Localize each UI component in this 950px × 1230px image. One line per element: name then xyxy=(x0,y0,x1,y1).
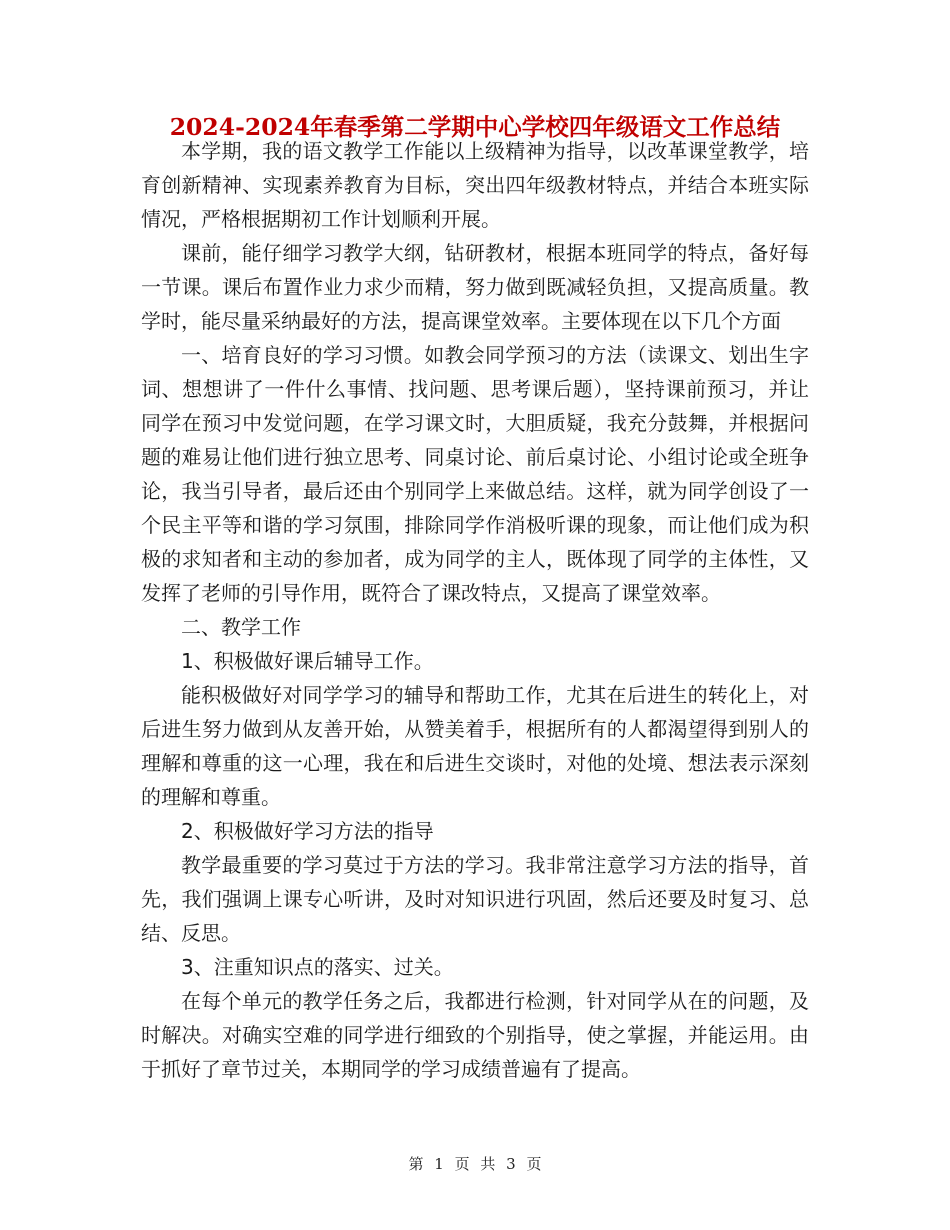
paragraph: 一、培育良好的学习习惯。如教会同学预习的方法（读课文、划出生字词、想想讲了一件什么事情、找问题、思考课后题），坚持课前预习，并让同学在预习中发觉问题，在学习课文时，大胆质疑，我充分鼓舞，并根据问题的难易让他们进行独立思考、同桌讨论、前后桌讨论、小组讨论或全班争论，我当引导者，最后还由个别同学上来做总结。这样，就为同学创设了一个民主平等和谐的学习氛围，排除同学作消极听课的现象，而让他们成为积极的求知者和主动的参加者，成为同学的主人，既体现了同学的主体性，又发挥了老师的引导作用，既符合了课改特点，又提高了课堂效率。 xyxy=(141,343,809,605)
document-title: 2024-2024年春季第二学期中心学校四年级语文工作总结 xyxy=(169,113,781,141)
subsection-heading: 1、积极做好课后辅导工作。 xyxy=(181,649,434,673)
paragraph: 在每个单元的教学任务之后，我都进行检测，针对同学从在的问题，及时解决。对确实空难的同学进行细致的个别指导，使之掌握，并能运用。由于抓好了章节过关，本期同学的学习成绩普遍有了提高。 xyxy=(141,989,809,1081)
subsection-heading: 3、注重知识点的落实、过关。 xyxy=(181,955,454,979)
paragraph: 教学最重要的学习莫过于方法的学习。我非常注意学习方法的指导，首先，我们强调上课专心听讲，及时对知识进行巩固，然后还要及时复习、总结、反思。 xyxy=(141,853,809,945)
paragraph: 能积极做好对同学学习的辅导和帮助工作，尤其在后进生的转化上，对后进生努力做到从友善开始，从赞美着手，根据所有的人都渴望得到别人的理解和尊重的这一心理，我在和后进生交谈时，对他的处境、想法表示深刻的理解和尊重。 xyxy=(141,683,809,809)
section-heading: 二、教学工作 xyxy=(181,615,301,639)
paragraph: 本学期，我的语文教学工作能以上级精神为指导，以改革课堂教学，培育创新精神、实现素养教育为目标，突出四年级教材特点，并结合本班实际情况，严格根据期初工作计划顺利开展。 xyxy=(141,139,809,231)
paragraph: 课前，能仔细学习教学大纲，钻研教材，根据本班同学的特点，备好每一节课。课后布置作业力求少而精，努力做到既减轻负担，又提高质量。教学时，能尽量采纳最好的方法，提高课堂效率。主要体现在以下几个方面 xyxy=(141,241,809,333)
page-number-footer: 第 1 页 共 3 页 xyxy=(408,1155,542,1173)
document-body xyxy=(141,134,809,1086)
subsection-heading: 2、积极做好学习方法的指导 xyxy=(181,819,434,843)
